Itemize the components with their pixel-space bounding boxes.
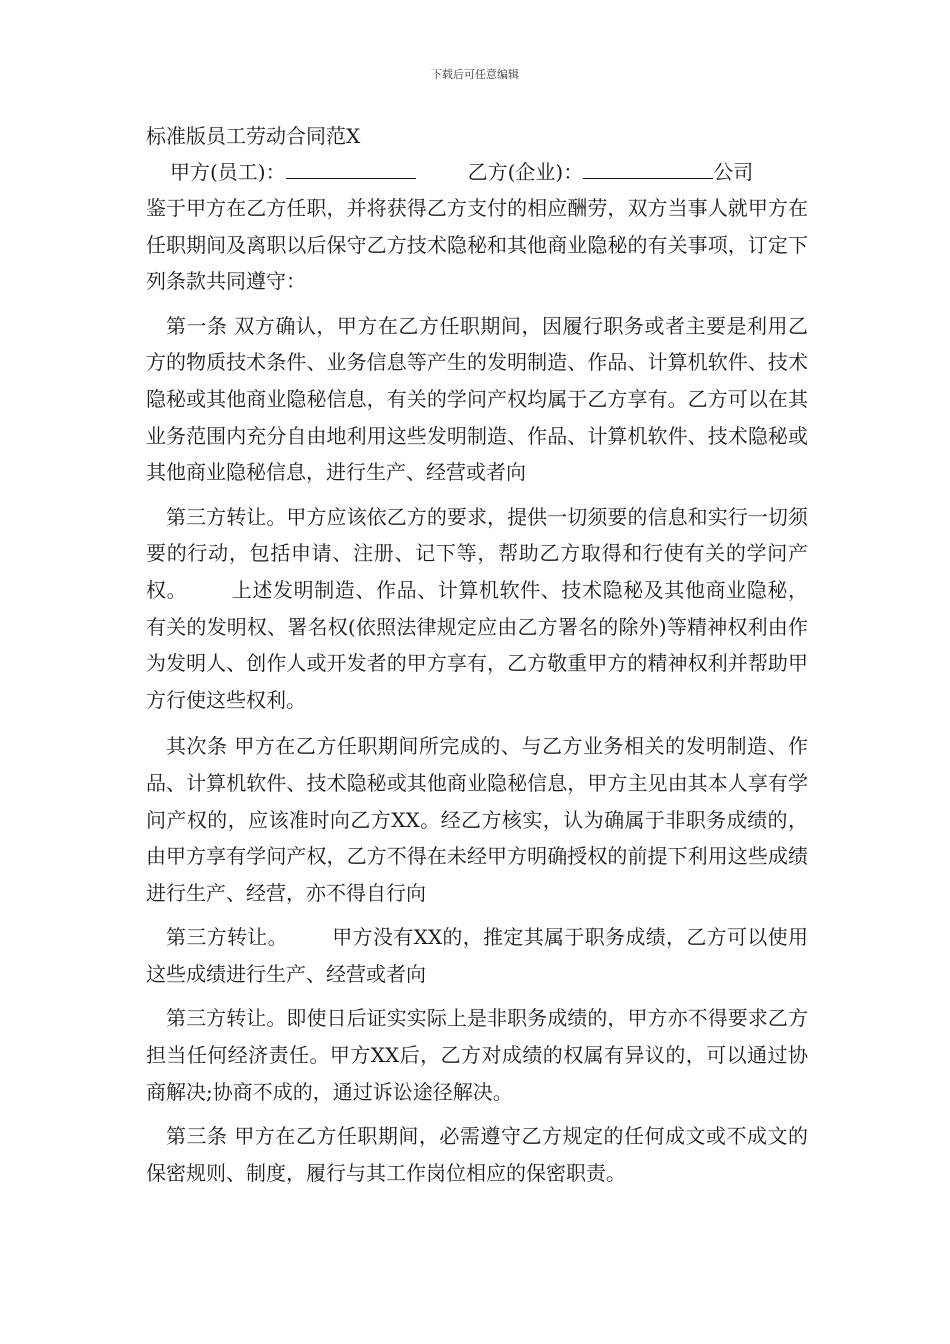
party-b-blank	[583, 160, 713, 179]
document-body	[146, 118, 808, 1191]
clause-3: 第三条 甲方在乙方任职期间，必需遵守乙方规定的任何成文或不成文的保密规则、制度，履行与其工作岗位相应的保密职责。	[146, 1124, 808, 1185]
clause-2-transfer: 第三方转让。	[166, 925, 288, 950]
presumption-text: 甲方没有XX的，推定其属于职务成绩，乙方可以使用这些成绩进行生产、经营或者向	[146, 925, 808, 986]
page-header: 下载后可任意编辑	[431, 68, 519, 81]
party-a-label: 甲方(员工)：	[170, 160, 286, 184]
moral-rights-text: 上述发明制造、作品、计算机软件、技术隐秘及其他商业隐秘，有关的发明权、署名权(依照法律规定应由乙方署名的除外)等精神权利由作为发明人、创作人或开发者的甲方享有，乙方敬重甲方的精神权利并帮助甲方行使这些权利。	[146, 577, 809, 712]
clause-2: 其次条 甲方在乙方任职期间所完成的、与乙方业务相关的发明制造、作品、计算机软件、技术隐秘或其他商业隐秘信息，甲方主见由其本人享有学问产权的，应该准时向乙方XX。经乙方核实，认为确属于非职务成绩的，由甲方享有学问产权，乙方不得在未经甲方明确授权的前提下利用这些成绩进行生产、经营，亦不得自行向	[146, 734, 808, 905]
clause-2-final: 第三方转让。即使日后证实实际上是非职务成绩的，甲方亦不得要求乙方担当任何经济责任。甲方XX后，乙方对成绩的权属有异议的，可以通过协商解决;协商不成的，通过诉讼途径解决。	[146, 1006, 808, 1104]
party-a-blank	[286, 160, 416, 179]
clause-1-transfer: 第三方转让。甲方应该依乙方的要求，提供一切须要的信息和实行一切须要的行动，包括申请、注册、记下等，帮助乙方取得和行使有关的学问产权。	[146, 504, 808, 602]
clause-1-continued	[146, 499, 808, 719]
document-title: 标准版员工劳动合同范X	[146, 124, 361, 148]
intro-paragraph: 鉴于甲方在乙方任职，并将获得乙方支付的相应酬劳，双方当事人就甲方在任职期间及离职以后保守乙方技术隐秘和其他商业隐秘的有关事项，订定下列条款共同遵守：	[146, 196, 808, 294]
clause-2-continued	[146, 919, 808, 992]
party-b-label: 乙方(企业)：	[467, 160, 584, 184]
parties-line	[146, 154, 808, 190]
party-b-suffix: 公司	[713, 160, 754, 184]
clause-1: 第一条 双方确认，甲方在乙方任职期间，因履行职务或者主要是利用乙方的物质技术条件、业务信息等产生的发明制造、作品、计算机软件、技术隐秘或其他商业隐秘信息，有关的学问产权均属于乙方享有。乙方可以在其业务范围内充分自由地利用这些发明制造、作品、计算机软件、技术隐秘或其他商业隐秘信息，进行生产、经营或者向	[146, 313, 808, 485]
